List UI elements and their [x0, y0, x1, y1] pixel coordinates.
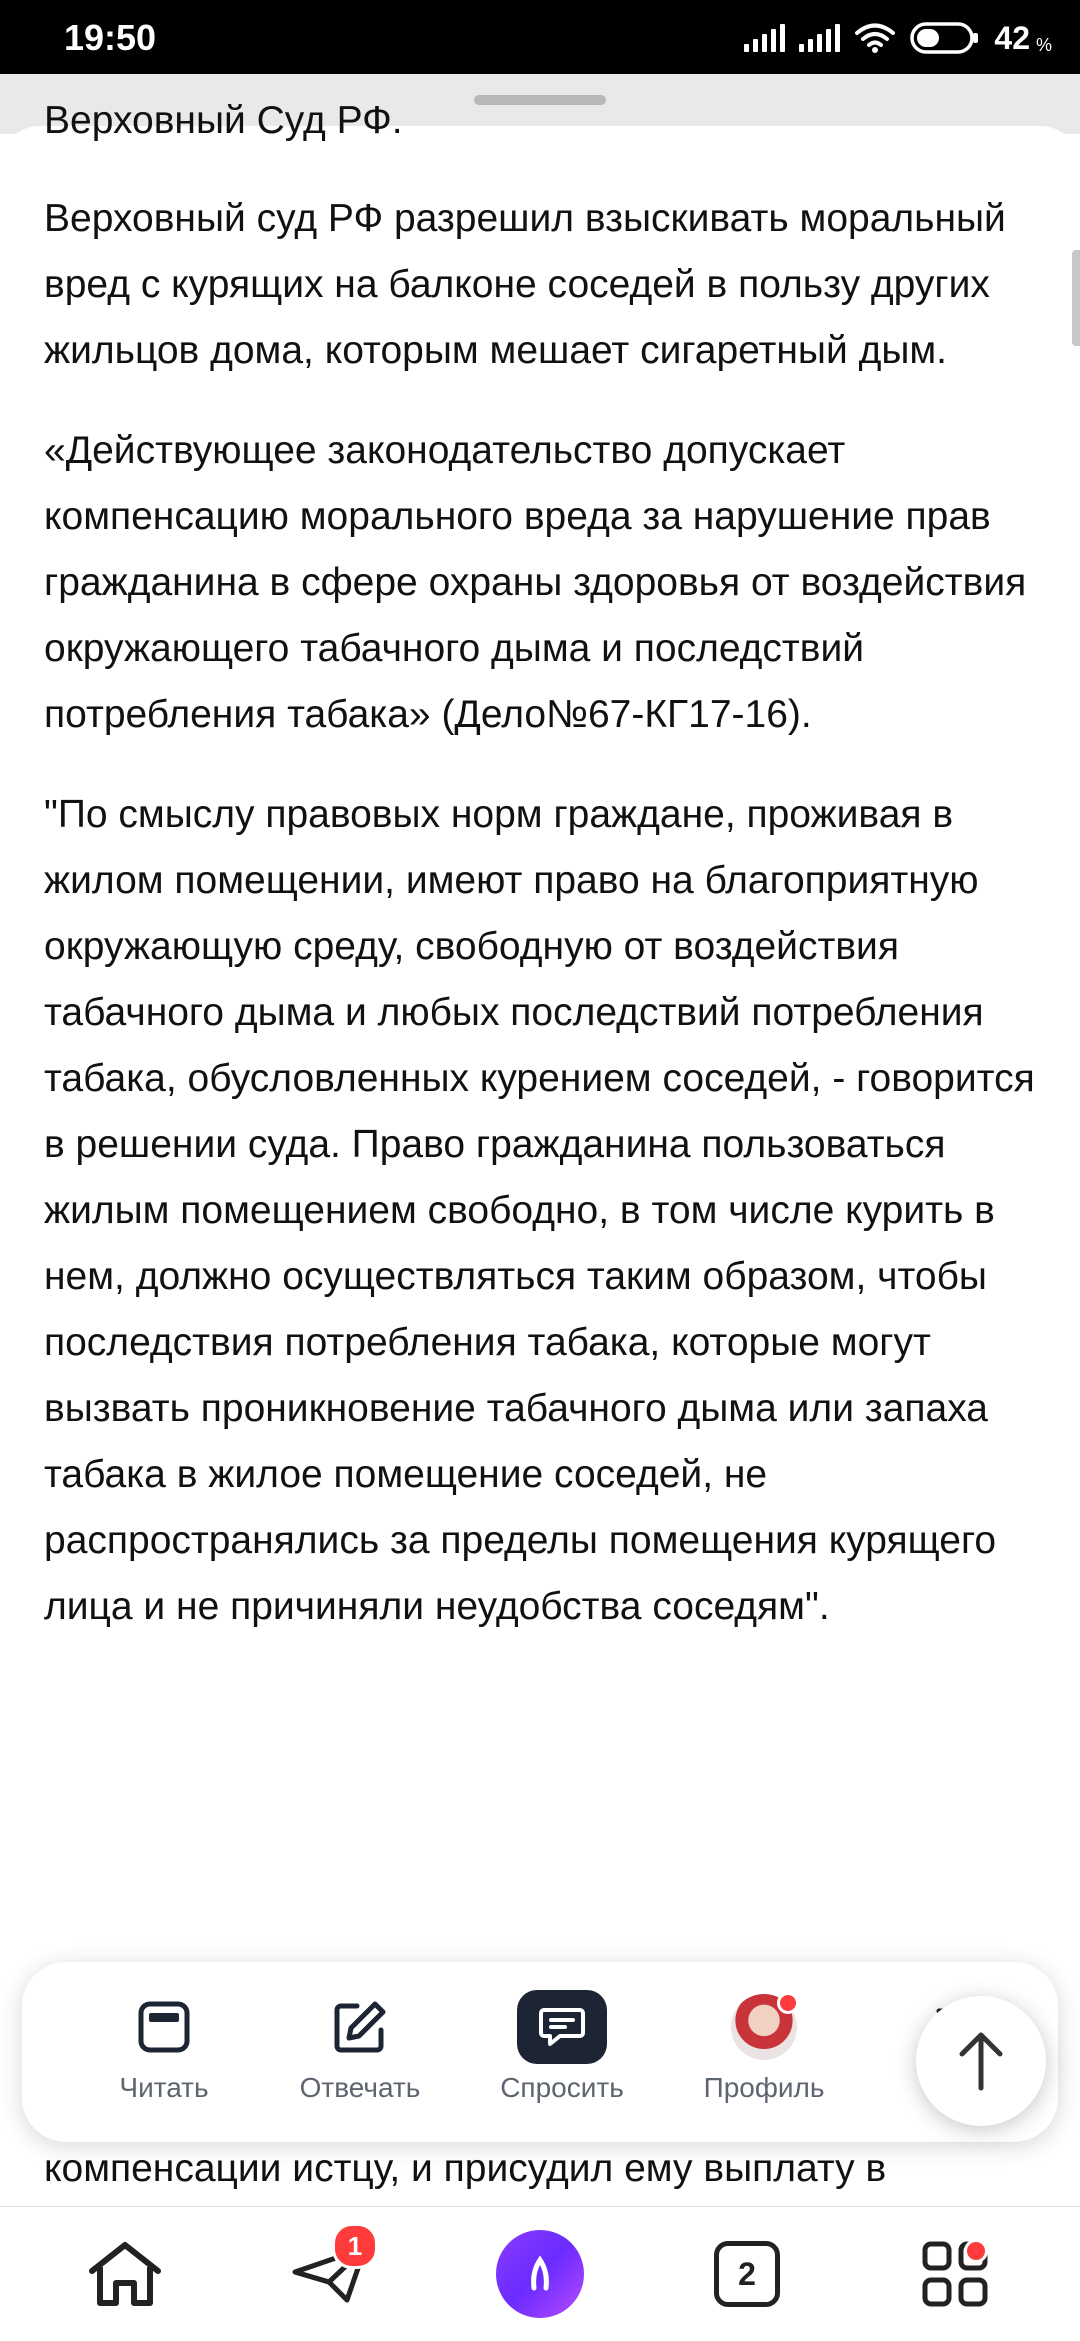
battery-percent: 42 — [994, 19, 1030, 56]
nav-apps-button[interactable] — [900, 2229, 1010, 2319]
status-icons — [744, 18, 1052, 58]
action-answer-button[interactable] — [270, 1962, 450, 2142]
read-icon — [119, 1992, 209, 2062]
nav-tabs-button[interactable] — [692, 2229, 802, 2319]
article-cut-line: Верховный Суд РФ. — [44, 99, 403, 142]
alice-icon — [496, 2230, 584, 2318]
article-tail-line: компенсации истцу, и присудил ему выплату в — [44, 2147, 887, 2190]
tabs-icon — [714, 2241, 780, 2307]
arrow-up-icon — [956, 2030, 1006, 2092]
article-paragraph: «Действующее законодательство допускает компенсацию морального вреда за нарушение прав гражданина в сфере охраны здоровья от воздействия окружающего табачного дыма и последствий потребления табака» (Дело№67-КГ17-16). — [44, 429, 1027, 736]
signal-icon — [799, 24, 840, 52]
action-answer-label: Отвечать — [299, 2072, 421, 2103]
nav-alice-button[interactable] — [485, 2229, 595, 2319]
article-paragraph: Верховный суд РФ разрешил взыскивать моральный вред с курящих на балконе соседей в пользу других жильцов дома, которым мешает сигаретный дым. — [44, 197, 1006, 372]
bottom-navigation — [0, 2206, 1080, 2341]
home-icon — [86, 2239, 164, 2309]
signal-icon — [744, 24, 785, 52]
avatar-wrapper — [719, 1992, 809, 2062]
messenger-badge: 1 — [332, 2223, 378, 2269]
action-bar — [22, 1962, 1058, 2142]
sheet-drag-handle[interactable] — [474, 95, 606, 105]
avatar — [731, 1994, 797, 2060]
notification-dot — [777, 1992, 799, 2014]
article-paragraph: "По смыслу правовых норм граждане, проживая в жилом помещении, имеют право на благоприятную окружающую среду, свободную от воздействия табачного дыма и любых последствий потребления табака, обусловленных курением соседей, - говорится в решении суда. Право гражданина пользоваться жилым помещением свободно, в том числе курить в нем, должно осуществляться таким образом, чтобы последствия потребления табака, которые могут вызвать проникновение табачного дыма или запаха табака в жилое помещение соседей, не распространялись за пределы помещения курящего лица и не причиняли неудобства соседям". — [44, 793, 1035, 1628]
status-bar — [0, 0, 1080, 74]
nav-home-button[interactable] — [70, 2229, 180, 2319]
action-ask-label: Спросить — [500, 2072, 624, 2103]
scrollbar[interactable] — [1072, 250, 1080, 346]
action-profile-label: Профиль — [703, 2072, 825, 2103]
scroll-to-top-button[interactable] — [916, 1996, 1046, 2126]
status-time: 19:50 — [64, 17, 157, 58]
battery-unit: % — [1035, 34, 1052, 55]
edit-icon — [315, 1992, 405, 2062]
action-ask-button[interactable] — [472, 1962, 652, 2142]
article-sheet — [0, 99, 1080, 2206]
action-read-label: Читать — [119, 2072, 209, 2103]
action-read-button[interactable] — [74, 1962, 254, 2142]
wifi-icon — [854, 22, 896, 54]
tabs-count: 2 — [738, 2255, 756, 2292]
battery-icon — [910, 21, 980, 55]
apps-notification-dot — [964, 2239, 988, 2263]
chat-icon — [517, 1992, 607, 2062]
nav-messenger-button[interactable] — [276, 2229, 386, 2319]
article-body — [44, 186, 1044, 1674]
action-profile-button[interactable] — [674, 1962, 854, 2142]
